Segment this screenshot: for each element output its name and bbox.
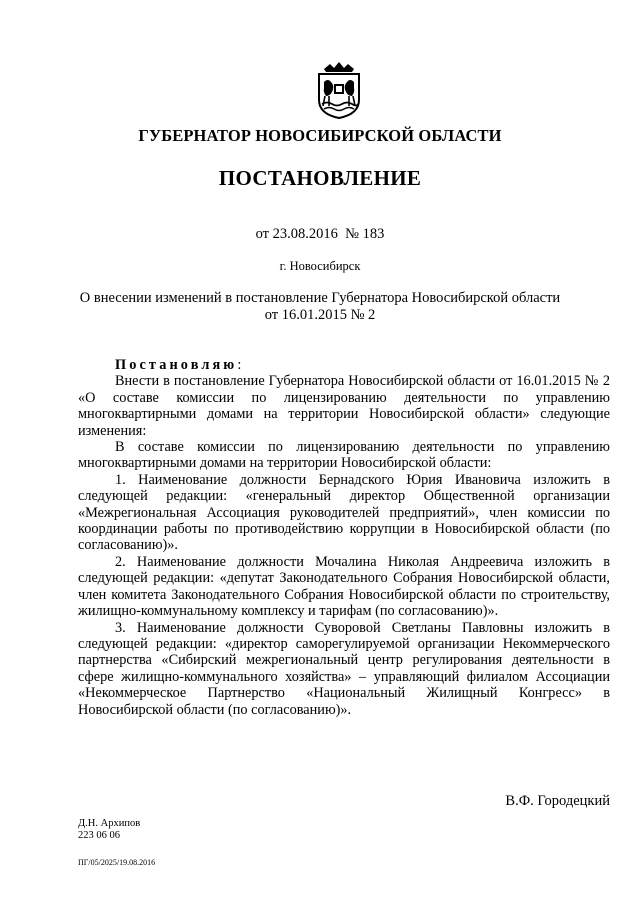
document-city: г. Новосибирск [279, 259, 361, 273]
document-subject [0, 290, 640, 323]
paragraph-item-1: 1. Наименование должности Бернадского Юрия Ивановича изложить в следующей редакции: «генеральный директор Общественной организации «Межрегиональная Ассоциация руководителей предприятий», член комиссии по координации работы по противодействию коррупции в Новосибирской области (по согласованию)». [78, 471, 610, 554]
document-type: ПОСТАНОВЛЕНИЕ [218, 166, 422, 190]
document-date-number: от 23.08.2016 № 183 [255, 226, 385, 242]
coat-of-arms-icon [316, 60, 362, 120]
footer-code: ПГ/05/2025/19.08.2016 [78, 858, 156, 867]
paragraph-intro: Внести в постановление Губернатора Новосибирской области от 16.01.2015 № 2 «О составе комиссии по лицензированию деятельности по управлению многоквартирными домами на территории Новосибирской области» следующие изменения: [78, 373, 610, 439]
paragraph-item-3: 3. Наименование должности Суворовой Светланы Павловны изложить в следующей редакции: «директор саморегулируемой организации Некоммерческого партнерства «Сибирский межрегиональный центр регулирования деятельности в сфере жилищно-коммунального хозяйства» – управляющий филиалом Ассоциации «Некоммерческое Партнерство «Национальный Жилищный Конгресс» в Новосибирской области (по согласованию)». [78, 619, 610, 718]
subject-line-1: О внесении изменений в постановление Губернатора Новосибирской области [79, 290, 561, 306]
organization-title: ГУБЕРНАТОР НОВОСИБИРСКОЙ ОБЛАСТИ [138, 126, 502, 145]
resolve-heading [78, 357, 610, 373]
document-body [78, 357, 610, 718]
resolve-colon: : [237, 357, 242, 373]
resolve-word: Постановляю [115, 357, 238, 373]
executor-phone: 223 06 06 [78, 830, 120, 841]
subject-line-2: от 16.01.2015 № 2 [264, 306, 376, 323]
executor-name: Д.Н. Архипов [78, 818, 141, 829]
paragraph-commission: В составе комиссии по лицензированию деятельности по управлению многоквартирными домами на территории Новосибирской области: [78, 439, 610, 472]
signature-name: В.Ф. Городецкий [505, 793, 610, 809]
paragraph-item-2: 2. Наименование должности Мочалина Николая Андреевича изложить в следующей редакции: «депутат Законодательного Собрания Новосибирской области, член комитета Законодательного Собрания Новосибирской области по строительству, жилищно-коммунальному комплексу и тарифам (по согласованию)». [78, 553, 610, 620]
